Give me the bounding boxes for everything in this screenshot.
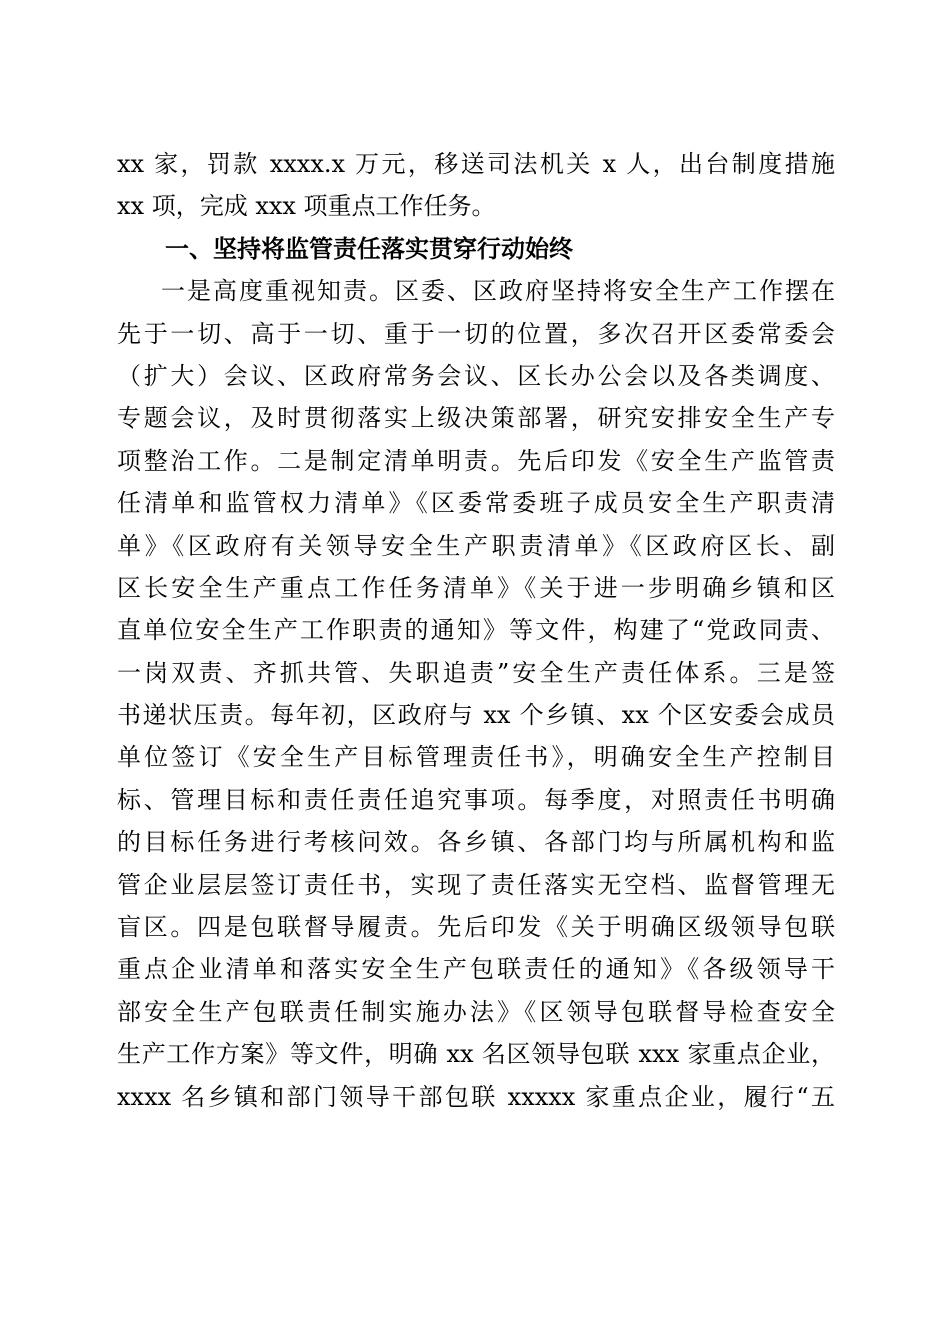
body-line: 一是高度重视知责。区委、区政府坚持将安全生产工作摆在 — [161, 277, 835, 306]
body-line: 盲区。四是包联督导履责。先后印发《关于明确区级领导包联 — [117, 913, 835, 942]
body-line: 先于一切、高于一切、重于一切的位置，多次召开区委常委会 — [117, 319, 835, 348]
body-line: 书递状压责。每年初，区政府与 xx 个乡镇、xx 个区安委会成员 — [117, 701, 835, 730]
body-line: xxxx 名乡镇和部门领导干部包联 xxxxx 家重点企业，履行“五 — [117, 1082, 835, 1111]
section-heading: 一、坚持将监管责任落实贯穿行动始终 — [165, 234, 573, 263]
body-line: 项整治工作。二是制定清单明责。先后印发《安全生产监管责 — [117, 446, 835, 475]
body-line: 直单位安全生产工作职责的通知》等文件，构建了“党政同责、 — [117, 616, 835, 645]
body-line: xx 家，罚款 xxxx.x 万元，移送司法机关 x 人，出台制度措施 — [117, 150, 835, 178]
body-line: 生产工作方案》等文件，明确 xx 名区领导包联 xxx 家重点企业， — [117, 1040, 835, 1069]
body-line: 单》《区政府有关领导安全生产职责清单》《区政府区长、副 — [117, 531, 835, 560]
body-line: 单位签订《安全生产目标管理责任书》，明确安全生产控制目 — [117, 743, 835, 772]
document-body — [117, 143, 835, 1118]
body-line: xx 项，完成 xxx 项重点工作任务。 — [117, 192, 496, 221]
body-line: 部安全生产包联责任制实施办法》《区领导包联督导检查安全 — [117, 997, 835, 1026]
body-line: 任清单和监管权力清单》《区委常委班子成员安全生产职责清 — [117, 489, 835, 518]
body-line: 管企业层层签订责任书，实现了责任落实无空档、监督管理无 — [117, 870, 835, 899]
body-line: 一岗双责、齐抓共管、失职追责”安全生产责任体系。三是签 — [117, 658, 835, 687]
body-line: 专题会议，及时贯彻落实上级决策部署，研究安排安全生产专 — [117, 404, 835, 433]
body-line: 的目标任务进行考核问效。各乡镇、各部门均与所属机构和监 — [117, 828, 835, 857]
body-line: 区长安全生产重点工作任务清单》《关于进一步明确乡镇和区 — [117, 573, 835, 602]
body-line: （扩大）会议、区政府常务会议、区长办公会以及各类调度、 — [117, 361, 835, 390]
body-line: 重点企业清单和落实安全生产包联责任的通知》《各级领导干 — [117, 955, 835, 984]
body-line: 标、管理目标和责任责任追究事项。每季度，对照责任书明确 — [117, 785, 835, 814]
